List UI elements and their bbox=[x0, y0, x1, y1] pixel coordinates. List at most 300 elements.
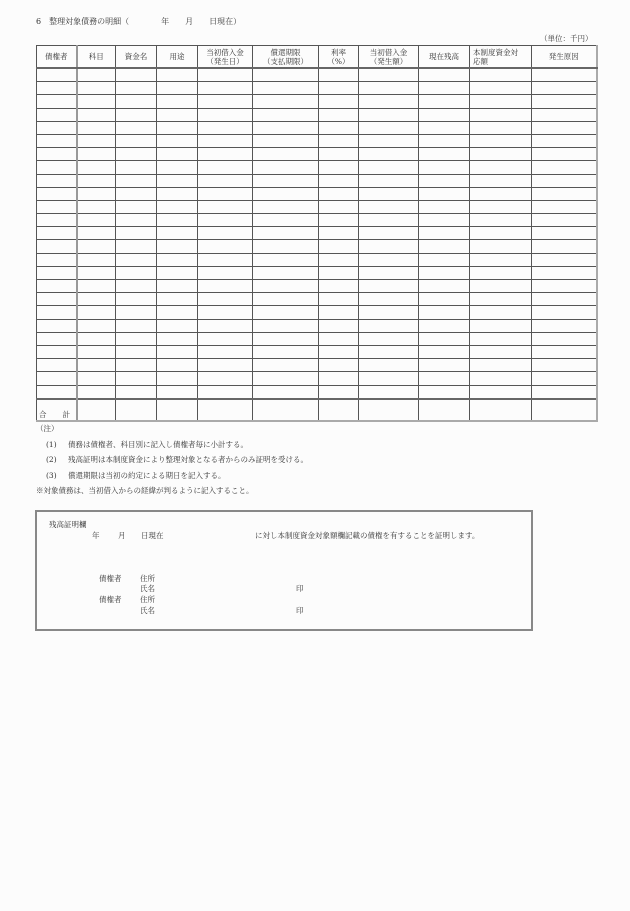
column-header: 現在残高 bbox=[419, 46, 470, 69]
table-cell[interactable] bbox=[253, 134, 319, 147]
table-cell[interactable] bbox=[116, 68, 157, 82]
table-cell[interactable] bbox=[253, 161, 319, 174]
table-cell[interactable] bbox=[319, 266, 359, 279]
column-header: 償還期限 （支払期限） bbox=[253, 46, 319, 69]
table-cell[interactable] bbox=[470, 372, 532, 385]
table-cell[interactable] bbox=[319, 214, 359, 227]
table-cell[interactable] bbox=[37, 187, 77, 200]
total-cell[interactable] bbox=[319, 399, 359, 421]
table-cell[interactable] bbox=[532, 280, 597, 293]
table-cell[interactable] bbox=[37, 359, 77, 372]
table-cell[interactable] bbox=[198, 280, 253, 293]
table-cell[interactable] bbox=[419, 68, 470, 82]
table-cell[interactable] bbox=[157, 161, 198, 174]
table-cell[interactable] bbox=[198, 108, 253, 121]
table-cell[interactable] bbox=[419, 266, 470, 279]
table-cell[interactable] bbox=[419, 108, 470, 121]
table-cell[interactable] bbox=[470, 121, 532, 134]
table-cell[interactable] bbox=[532, 134, 597, 147]
table-cell[interactable] bbox=[198, 134, 253, 147]
table-cell[interactable] bbox=[157, 174, 198, 187]
table-cell[interactable] bbox=[37, 200, 77, 213]
table-cell[interactable] bbox=[319, 68, 359, 82]
creditor-1-name-label[interactable]: 氏名 bbox=[140, 584, 155, 593]
table-cell[interactable] bbox=[116, 200, 157, 213]
table-cell[interactable] bbox=[532, 148, 597, 161]
table-cell[interactable] bbox=[77, 372, 116, 385]
table-cell[interactable] bbox=[470, 359, 532, 372]
table-cell[interactable] bbox=[319, 280, 359, 293]
table-cell[interactable] bbox=[470, 332, 532, 345]
table-cell[interactable] bbox=[359, 253, 419, 266]
table-cell[interactable] bbox=[359, 161, 419, 174]
table-cell[interactable] bbox=[319, 319, 359, 332]
table-cell[interactable] bbox=[116, 319, 157, 332]
table-cell[interactable] bbox=[532, 68, 597, 82]
table-cell[interactable] bbox=[116, 359, 157, 372]
table-cell[interactable] bbox=[532, 359, 597, 372]
table-cell[interactable] bbox=[157, 148, 198, 161]
table-cell[interactable] bbox=[198, 332, 253, 345]
table-cell[interactable] bbox=[419, 121, 470, 134]
table-cell[interactable] bbox=[198, 148, 253, 161]
table-cell[interactable] bbox=[116, 306, 157, 319]
table-cell[interactable] bbox=[532, 332, 597, 345]
table-cell[interactable] bbox=[77, 68, 116, 82]
table-cell[interactable] bbox=[253, 359, 319, 372]
table-cell[interactable] bbox=[77, 280, 116, 293]
table-cell[interactable] bbox=[198, 253, 253, 266]
table-cell[interactable] bbox=[37, 174, 77, 187]
table-cell[interactable] bbox=[253, 148, 319, 161]
table-cell[interactable] bbox=[253, 227, 319, 240]
table-row bbox=[37, 187, 597, 200]
table-cell[interactable] bbox=[419, 385, 470, 399]
table-cell[interactable] bbox=[359, 187, 419, 200]
table-cell[interactable] bbox=[419, 227, 470, 240]
table-cell[interactable] bbox=[116, 214, 157, 227]
table-row bbox=[37, 121, 597, 134]
table-cell[interactable] bbox=[359, 148, 419, 161]
table-cell[interactable] bbox=[532, 227, 597, 240]
table-cell[interactable] bbox=[157, 240, 198, 253]
total-cell[interactable] bbox=[532, 399, 597, 421]
table-cell[interactable] bbox=[77, 359, 116, 372]
table-cell[interactable] bbox=[37, 253, 77, 266]
table-cell[interactable] bbox=[77, 108, 116, 121]
table-cell[interactable] bbox=[37, 345, 77, 358]
table-cell[interactable] bbox=[359, 293, 419, 306]
table-cell[interactable] bbox=[253, 266, 319, 279]
table-cell[interactable] bbox=[37, 266, 77, 279]
table-cell[interactable] bbox=[157, 385, 198, 399]
table-cell[interactable] bbox=[77, 187, 116, 200]
creditor-2-address-label[interactable]: 住所 bbox=[140, 595, 155, 604]
table-row bbox=[37, 293, 597, 306]
table-cell[interactable] bbox=[359, 240, 419, 253]
table-cell[interactable] bbox=[77, 332, 116, 345]
table-cell[interactable] bbox=[470, 108, 532, 121]
table-cell[interactable] bbox=[359, 266, 419, 279]
table-cell[interactable] bbox=[37, 214, 77, 227]
table-cell[interactable] bbox=[470, 174, 532, 187]
table-cell[interactable] bbox=[116, 253, 157, 266]
table-cell[interactable] bbox=[253, 253, 319, 266]
table-cell[interactable] bbox=[419, 82, 470, 95]
table-cell[interactable] bbox=[37, 68, 77, 82]
table-cell[interactable] bbox=[157, 214, 198, 227]
table-cell[interactable] bbox=[37, 148, 77, 161]
table-cell[interactable] bbox=[253, 68, 319, 82]
table-cell[interactable] bbox=[470, 134, 532, 147]
table-cell[interactable] bbox=[359, 200, 419, 213]
table-cell[interactable] bbox=[157, 227, 198, 240]
table-cell[interactable] bbox=[319, 240, 359, 253]
cert-year-field[interactable]: 年 bbox=[92, 531, 100, 540]
table-cell[interactable] bbox=[77, 82, 116, 95]
table-cell[interactable] bbox=[359, 359, 419, 372]
table-cell[interactable] bbox=[157, 280, 198, 293]
table-row bbox=[37, 95, 597, 108]
table-cell[interactable] bbox=[319, 372, 359, 385]
table-cell[interactable] bbox=[419, 240, 470, 253]
table-cell[interactable] bbox=[157, 359, 198, 372]
table-cell[interactable] bbox=[419, 148, 470, 161]
table-cell[interactable] bbox=[470, 266, 532, 279]
table-cell[interactable] bbox=[419, 293, 470, 306]
table-cell[interactable] bbox=[419, 214, 470, 227]
table-cell[interactable] bbox=[37, 293, 77, 306]
table-cell[interactable] bbox=[532, 293, 597, 306]
table-cell[interactable] bbox=[253, 240, 319, 253]
table-cell[interactable] bbox=[319, 121, 359, 134]
table-cell[interactable] bbox=[359, 214, 419, 227]
table-cell[interactable] bbox=[359, 121, 419, 134]
table-cell[interactable] bbox=[470, 385, 532, 399]
table-cell[interactable] bbox=[198, 359, 253, 372]
table-cell[interactable] bbox=[77, 161, 116, 174]
table-cell[interactable] bbox=[253, 306, 319, 319]
table-cell[interactable] bbox=[359, 95, 419, 108]
table-cell[interactable] bbox=[77, 227, 116, 240]
table-cell[interactable] bbox=[319, 161, 359, 174]
table-cell[interactable] bbox=[532, 266, 597, 279]
table-cell[interactable] bbox=[116, 108, 157, 121]
table-cell[interactable] bbox=[157, 306, 198, 319]
total-cell[interactable] bbox=[198, 399, 253, 421]
table-cell[interactable] bbox=[198, 82, 253, 95]
table-cell[interactable] bbox=[419, 187, 470, 200]
table-cell[interactable] bbox=[37, 332, 77, 345]
table-cell[interactable] bbox=[77, 240, 116, 253]
table-cell[interactable] bbox=[253, 187, 319, 200]
table-cell[interactable] bbox=[253, 345, 319, 358]
table-cell[interactable] bbox=[532, 240, 597, 253]
table-cell[interactable] bbox=[116, 134, 157, 147]
table-cell[interactable] bbox=[253, 95, 319, 108]
table-cell[interactable] bbox=[77, 385, 116, 399]
table-cell[interactable] bbox=[198, 187, 253, 200]
creditor-1-address-label[interactable]: 住所 bbox=[140, 574, 155, 583]
notes-section bbox=[36, 421, 308, 499]
table-cell[interactable] bbox=[116, 385, 157, 399]
table-cell[interactable] bbox=[77, 253, 116, 266]
table-cell[interactable] bbox=[198, 121, 253, 134]
total-cell[interactable] bbox=[470, 399, 532, 421]
table-cell[interactable] bbox=[77, 345, 116, 358]
table-cell[interactable] bbox=[470, 240, 532, 253]
table-cell[interactable] bbox=[116, 82, 157, 95]
table-cell[interactable] bbox=[359, 319, 419, 332]
table-cell[interactable] bbox=[253, 385, 319, 399]
creditor-2-name-label[interactable]: 氏名 bbox=[140, 606, 155, 615]
table-cell[interactable] bbox=[77, 95, 116, 108]
table-cell[interactable] bbox=[253, 174, 319, 187]
table-cell[interactable] bbox=[319, 359, 359, 372]
table-cell[interactable] bbox=[157, 121, 198, 134]
table-cell[interactable] bbox=[77, 200, 116, 213]
table-cell[interactable] bbox=[419, 345, 470, 358]
table-cell[interactable] bbox=[532, 95, 597, 108]
table-cell[interactable] bbox=[419, 134, 470, 147]
table-cell[interactable] bbox=[157, 372, 198, 385]
table-cell[interactable] bbox=[319, 345, 359, 358]
table-cell[interactable] bbox=[319, 200, 359, 213]
table-cell[interactable] bbox=[198, 240, 253, 253]
table-cell[interactable] bbox=[116, 293, 157, 306]
table-cell[interactable] bbox=[319, 82, 359, 95]
table-cell[interactable] bbox=[319, 134, 359, 147]
table-cell[interactable] bbox=[198, 174, 253, 187]
table-cell[interactable] bbox=[37, 121, 77, 134]
table-cell[interactable] bbox=[253, 82, 319, 95]
table-cell[interactable] bbox=[198, 266, 253, 279]
table-cell[interactable] bbox=[419, 174, 470, 187]
table-cell[interactable] bbox=[116, 187, 157, 200]
table-cell[interactable] bbox=[157, 200, 198, 213]
table-cell[interactable] bbox=[253, 293, 319, 306]
table-cell[interactable] bbox=[77, 148, 116, 161]
table-cell[interactable] bbox=[419, 95, 470, 108]
table-cell[interactable] bbox=[157, 82, 198, 95]
table-cell[interactable] bbox=[319, 108, 359, 121]
table-cell[interactable] bbox=[532, 161, 597, 174]
table-cell[interactable] bbox=[198, 95, 253, 108]
table-cell[interactable] bbox=[253, 280, 319, 293]
table-cell[interactable] bbox=[470, 214, 532, 227]
table-cell[interactable] bbox=[116, 148, 157, 161]
table-cell[interactable] bbox=[157, 187, 198, 200]
table-cell[interactable] bbox=[116, 161, 157, 174]
table-cell[interactable] bbox=[470, 345, 532, 358]
table-cell[interactable] bbox=[37, 95, 77, 108]
table-cell[interactable] bbox=[37, 306, 77, 319]
table-cell[interactable] bbox=[419, 332, 470, 345]
table-cell[interactable] bbox=[470, 293, 532, 306]
table-cell[interactable] bbox=[198, 345, 253, 358]
table-cell[interactable] bbox=[359, 134, 419, 147]
total-cell[interactable] bbox=[359, 399, 419, 421]
table-cell[interactable] bbox=[532, 345, 597, 358]
total-cell[interactable] bbox=[419, 399, 470, 421]
table-cell[interactable] bbox=[470, 161, 532, 174]
total-cell[interactable] bbox=[116, 399, 157, 421]
table-cell[interactable] bbox=[77, 121, 116, 134]
table-cell[interactable] bbox=[116, 240, 157, 253]
table-cell[interactable] bbox=[470, 306, 532, 319]
table-cell[interactable] bbox=[77, 266, 116, 279]
table-cell[interactable] bbox=[319, 227, 359, 240]
table-cell[interactable] bbox=[198, 293, 253, 306]
table-cell[interactable] bbox=[319, 95, 359, 108]
table-cell[interactable] bbox=[116, 345, 157, 358]
table-cell[interactable] bbox=[198, 306, 253, 319]
table-cell[interactable] bbox=[37, 372, 77, 385]
table-cell[interactable] bbox=[359, 372, 419, 385]
total-cell[interactable] bbox=[77, 399, 116, 421]
table-cell[interactable] bbox=[198, 200, 253, 213]
table-cell[interactable] bbox=[532, 174, 597, 187]
table-cell[interactable] bbox=[116, 266, 157, 279]
table-cell[interactable] bbox=[319, 253, 359, 266]
table-cell[interactable] bbox=[253, 372, 319, 385]
table-cell[interactable] bbox=[77, 319, 116, 332]
table-cell[interactable] bbox=[470, 227, 532, 240]
table-cell[interactable] bbox=[419, 372, 470, 385]
table-cell[interactable] bbox=[198, 214, 253, 227]
table-cell[interactable] bbox=[419, 200, 470, 213]
table-cell[interactable] bbox=[359, 82, 419, 95]
table-cell[interactable] bbox=[359, 108, 419, 121]
table-cell[interactable] bbox=[470, 187, 532, 200]
table-cell[interactable] bbox=[157, 319, 198, 332]
table-cell[interactable] bbox=[157, 253, 198, 266]
table-cell[interactable] bbox=[157, 95, 198, 108]
table-cell[interactable] bbox=[419, 161, 470, 174]
table-cell[interactable] bbox=[116, 121, 157, 134]
table-cell[interactable] bbox=[37, 319, 77, 332]
table-cell[interactable] bbox=[116, 95, 157, 108]
table-cell[interactable] bbox=[532, 187, 597, 200]
cert-day-field[interactable]: 日現在 bbox=[141, 531, 164, 540]
table-cell[interactable] bbox=[470, 82, 532, 95]
table-cell[interactable] bbox=[157, 108, 198, 121]
table-cell[interactable] bbox=[157, 293, 198, 306]
table-cell[interactable] bbox=[253, 214, 319, 227]
table-cell[interactable] bbox=[359, 174, 419, 187]
table-cell[interactable] bbox=[37, 240, 77, 253]
table-cell[interactable] bbox=[157, 332, 198, 345]
total-cell[interactable] bbox=[253, 399, 319, 421]
table-cell[interactable] bbox=[157, 68, 198, 82]
table-cell[interactable] bbox=[253, 108, 319, 121]
table-cell[interactable] bbox=[157, 345, 198, 358]
table-cell[interactable] bbox=[319, 385, 359, 399]
table-cell[interactable] bbox=[319, 306, 359, 319]
table-cell[interactable] bbox=[77, 214, 116, 227]
table-cell[interactable] bbox=[253, 200, 319, 213]
table-cell[interactable] bbox=[198, 68, 253, 82]
table-cell[interactable] bbox=[419, 280, 470, 293]
table-cell[interactable] bbox=[319, 187, 359, 200]
table-cell[interactable] bbox=[116, 332, 157, 345]
table-cell[interactable] bbox=[470, 319, 532, 332]
total-cell[interactable] bbox=[157, 399, 198, 421]
table-cell[interactable] bbox=[532, 385, 597, 399]
table-cell[interactable] bbox=[532, 319, 597, 332]
table-cell[interactable] bbox=[532, 121, 597, 134]
table-cell[interactable] bbox=[116, 174, 157, 187]
table-cell[interactable] bbox=[319, 174, 359, 187]
table-cell[interactable] bbox=[77, 306, 116, 319]
table-cell[interactable] bbox=[532, 306, 597, 319]
table-cell[interactable] bbox=[319, 148, 359, 161]
table-cell[interactable] bbox=[359, 227, 419, 240]
table-cell[interactable] bbox=[359, 332, 419, 345]
table-cell[interactable] bbox=[198, 385, 253, 399]
table-cell[interactable] bbox=[419, 319, 470, 332]
cert-month-field[interactable]: 月 bbox=[118, 531, 126, 540]
table-cell[interactable] bbox=[77, 174, 116, 187]
table-cell[interactable] bbox=[532, 253, 597, 266]
table-cell[interactable] bbox=[198, 372, 253, 385]
table-cell[interactable] bbox=[419, 253, 470, 266]
table-cell[interactable] bbox=[198, 161, 253, 174]
table-cell[interactable] bbox=[157, 266, 198, 279]
table-cell[interactable] bbox=[37, 280, 77, 293]
table-cell[interactable] bbox=[157, 134, 198, 147]
table-cell[interactable] bbox=[253, 332, 319, 345]
table-cell[interactable] bbox=[470, 68, 532, 82]
table-cell[interactable] bbox=[37, 134, 77, 147]
table-cell[interactable] bbox=[319, 293, 359, 306]
table-cell[interactable] bbox=[77, 293, 116, 306]
table-cell[interactable] bbox=[470, 280, 532, 293]
table-cell[interactable] bbox=[419, 359, 470, 372]
table-cell[interactable] bbox=[532, 372, 597, 385]
table-cell[interactable] bbox=[532, 82, 597, 95]
table-cell[interactable] bbox=[198, 227, 253, 240]
table-cell[interactable] bbox=[37, 82, 77, 95]
table-cell[interactable] bbox=[198, 319, 253, 332]
table-cell[interactable] bbox=[470, 200, 532, 213]
notes-heading: （注） bbox=[36, 424, 59, 433]
table-cell[interactable] bbox=[359, 385, 419, 399]
table-cell[interactable] bbox=[419, 306, 470, 319]
table-cell[interactable] bbox=[319, 332, 359, 345]
table-cell[interactable] bbox=[253, 319, 319, 332]
table-cell[interactable] bbox=[532, 108, 597, 121]
table-cell[interactable] bbox=[77, 134, 116, 147]
table-cell[interactable] bbox=[116, 280, 157, 293]
table-cell[interactable] bbox=[532, 200, 597, 213]
table-cell[interactable] bbox=[359, 68, 419, 82]
table-cell[interactable] bbox=[470, 253, 532, 266]
table-cell[interactable] bbox=[470, 148, 532, 161]
table-cell[interactable] bbox=[470, 95, 532, 108]
table-cell[interactable] bbox=[37, 385, 77, 399]
table-cell[interactable] bbox=[37, 108, 77, 121]
table-cell[interactable] bbox=[37, 161, 77, 174]
table-cell[interactable] bbox=[359, 280, 419, 293]
table-cell[interactable] bbox=[116, 227, 157, 240]
table-cell[interactable] bbox=[532, 214, 597, 227]
table-cell[interactable] bbox=[359, 345, 419, 358]
table-cell[interactable] bbox=[37, 227, 77, 240]
table-cell[interactable] bbox=[116, 372, 157, 385]
table-cell[interactable] bbox=[253, 121, 319, 134]
table-cell[interactable] bbox=[359, 306, 419, 319]
